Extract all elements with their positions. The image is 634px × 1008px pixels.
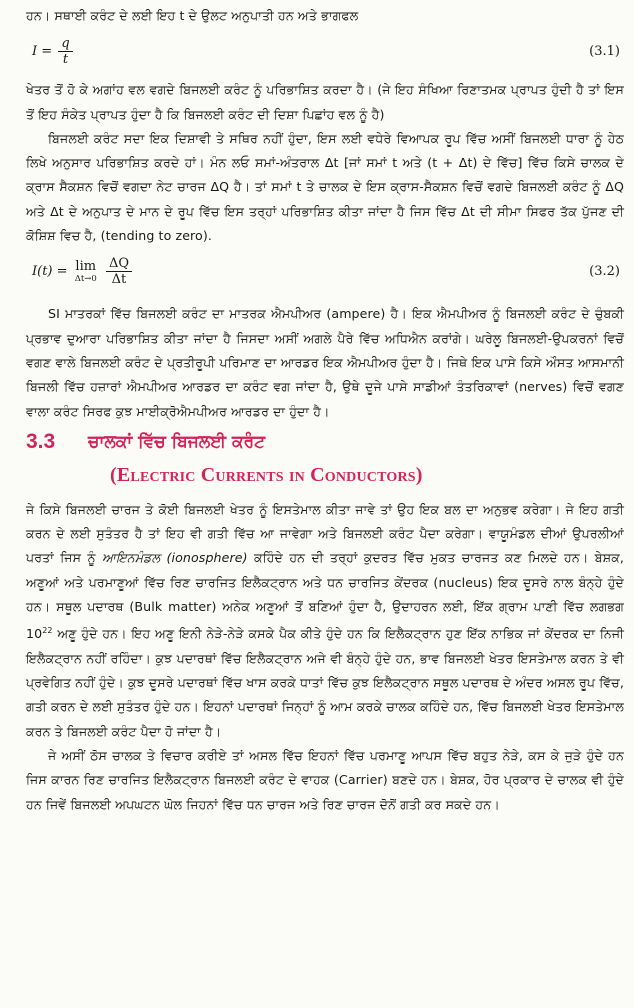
section-subtitle: (Electric Currents in Conductors) (110, 463, 423, 486)
section-title: ਚਾਲਕਾਂ ਵਿੱਚ ਬਿਜਲਈ ਕਰੰਟ (88, 431, 266, 452)
eq1-equals: = (41, 44, 53, 60)
eq1-lhs: I (32, 44, 38, 60)
equation-3-1-number: (3.1) (589, 44, 620, 60)
equation-3-1 (26, 28, 624, 78)
p5-part-a: ਜੇ ਕਿਸੇ ਬਿਜਲਈ ਚਾਰਜ ਤੇ ਕੋਈ ਬਿਜਲਈ ਖੇਤਰ ਨੂੰ ਇਸਤੇਮਾਲ ਕੀਤਾ ਜਾਵੇ ਤਾਂ ਉਹ ਇਕ ਬਲ ਦਾ ਅਨੁਭਵ ਕਰੇਗਾ। ਜੇ ਇਹ ਗਤੀ ਕਰਨ ਦੇ ਲਈ ਸੁਤੰਤਰ ਹੈ ਤਾਂ ਇਹ ਵੀ ਗਤੀ ਵਿੱਚ ਆ ਜਾਵੇਗਾ ਅਤੇ ਬਿਜਲਈ ਕਰੰਟ ਪੈਦਾ ਕਰੇਗਾ। ਵਾਯੂਮੰਡਲ ਦੀਆਂ ਉਪਰਲੀਆਂ ਪਰਤਾਂ ਜਿਸ ਨੂੰ (26, 501, 624, 566)
paragraph-conductors (26, 498, 624, 744)
p5-part-c: ਕਹਿੰਦੇ ਹਨ ਦੀ ਤਰ੍ਹਾਂ ਕੁਦਰਤ ਵਿੱਚ ਮੁਕਤ ਚਾਰਜਤ ਕਣ ਮਿਲਦੇ ਹਨ। ਬੇਸ਼ਕ, ਅਣੂਆਂ ਅਤੇ ਪਰਮਾਣੂਆਂ ਵਿੱਚ ਰਿਣ ਚਾਰਜਿਤ ਇਲੈਕਟ੍ਰਾਨ ਅਤੇ ਧਨ ਚਾਰਜਿਤ ਕੇਂਦਰਕ (nucleus) ਇਕ ਦੂਸਰੇ ਨਾਲ ਬੰਨ੍ਹੇ ਹੁੰਦੇ ਹਨ। ਸਥੂਲ ਪਦਾਰਥ (Bulk matter) ਅਨੇਕ ਅਣੂਆਂ ਤੋਂ ਬਣਿਆਂ ਹੁੰਦਾ ਹੈ, ਉਦਾਹਰਨ ਲਈ, ਇੱਕ ਗ੍ਰਾਮ ਪਾਣੀ ਵਿੱਚ ਲਗਭਗ (26, 550, 624, 615)
eq1-fraction (58, 36, 72, 67)
paragraph-si-unit: SI ਮਾਤਰਕਾਂ ਵਿੱਚ ਬਿਜਲਈ ਕਰੰਟ ਦਾ ਮਾਤਰਕ ਐਮਪੀਅਰ (ampere) ਹੈ। ਇਕ ਐਮਪੀਅਰ ਨੂੰ ਬਿਜਲਈ ਕਰੰਟ ਦੇ ਚੁੰਬਕੀ ਪ੍ਰਭਾਵ ਦੁਆਰਾ ਪਰਿਭਾਸ਼ਿਤ ਕੀਤਾ ਜਾਂਦਾ ਹੈ ਜਿਸਦਾ ਅਸੀਂ ਅਗਲੇ ਪੈਰੇ ਵਿੱਚ ਅਧਿਐਨ ਕਰਾਂਗੇ। ਘਰੇਲੂ ਬਿਜਲਈ-ਉਪਕਰਨਾਂ ਵਿਚੋਂ ਵਗਣ ਵਾਲੇ ਬਿਜਲਈ ਕਰੰਟ ਦੇ ਪ੍ਰਤੀਰੂਪੀ ਪਰਿਮਾਣ ਦਾ ਆਰਡਰ ਇਕ ਐਮਪੀਅਰ ਹੁੰਦਾ ਹੈ। ਜਿਥੇ ਇਕ ਪਾਸੇ ਕਿਸੇ ਔਸਤ ਆਸਮਾਨੀ ਬਿਜਲੀ ਵਿੱਚ ਹਜ਼ਾਰਾਂ ਐਮਪੀਅਰ ਆਰਡਰ ਦਾ ਕਰੰਟ ਵਗ ਜਾਂਦਾ ਹੈ, ਉਥੇ ਦੂਜੇ ਪਾਸੇ ਸਾਡੀਆਂ ਤੰਤਰਿਕਾਵਾਂ (nerves) ਵਿਚੋਂ ਵਗਣ ਵਾਲਾ ਕਰੰਟ ਸਿਰਫ ਕੁਝ ਮਾਈਕ੍ਰੋਐਮਪੀਅਰ ਆਰਡਰ ਦਾ ਹੁੰਦਾ ਹੈ। (26, 306, 624, 419)
paragraph-intro-line: ਹਨ। ਸਥਾਈ ਕਰੰਟ ਦੇ ਲਈ ਇਹ t ਦੇ ਉਲਟ ਅਨੁਪਾਤੀ ਹਨ ਅਤੇ ਭਾਗਫਲ (26, 8, 359, 23)
p5-exponent-base: 10 (26, 626, 43, 642)
paragraph-current-direction: ਖੇਤਰ ਤੋਂ ਹੋ ਕੇ ਅਗਾਂਹ ਵਲ ਵਗਦੇ ਬਿਜਲਈ ਕਰੰਟ ਨੂੰ ਪਰਿਭਾਸ਼ਿਤ ਕਰਦਾ ਹੈ। (ਜੇ ਇਹ ਸੰਖਿਆ ਰਿਣਾਤਮਕ ਪ੍ਰਾਪਤ ਹੁੰਦੀ ਹੈ ਤਾਂ ਇਸ ਤੋਂ ਇਹ ਸੰਕੇਤ ਪ੍ਰਾਪਤ ਹੁੰਦਾ ਹੈ ਕਿ ਬਿਜਲਈ ਕਰੰਟ ਦੀ ਦਿਸ਼ਾ ਪਿਛਾਂਹ ਵਲ ਨੂੰ ਹੈ) (26, 82, 624, 122)
eq2-limit (75, 259, 97, 284)
eq1-denominator: t (62, 52, 69, 68)
eq2-lim-word: lim (75, 259, 97, 275)
paragraph-current-definition: ਬਿਜਲਈ ਕਰੰਟ ਸਦਾ ਇਕ ਦਿਸ਼ਾਵੀ ਤੇ ਸਥਿਰ ਨਹੀਂ ਹੁੰਦਾ, ਇਸ ਲਈ ਵਧੇਰੇ ਵਿਆਪਕ ਰੂਪ ਵਿੱਚ ਅਸੀਂ ਬਿਜਲਈ ਧਾਰਾ ਨੂੰ ਹੇਠ ਲਿਖੇ ਅਨੁਸਾਰ ਪਰਿਭਾਸ਼ਿਤ ਕਰਦੇ ਹਾਂ। ਮੰਨ ਲਓ ਸਮਾਂ-ਅੰਤਰਾਲ Δt [ਜਾਂ ਸਮਾਂ t ਅਤੇ (t + Δt) ਦੇ ਵਿੱਚ] ਵਿੱਚ ਕਿਸੇ ਚਾਲਕ ਦੇ ਕ੍ਰਾਸ ਸੈਕਸ਼ਨ ਵਿਚੋਂ ਵਗਦਾ ਨੇਟ ਚਾਰਜ ΔQ ਹੈ। ਤਾਂ ਸਮਾਂ t ਤੇ ਚਾਲਕ ਦੇ ਇਸ ਕ੍ਰਾਸ-ਸੈਕਸ਼ਨ ਵਿਚੋਂ ਵਗਦੇ ਬਿਜਲਈ ਕਰੰਟ ਨੂੰ ΔQ ਅਤੇ Δt ਦੇ ਅਨੁਪਾਤ ਦੇ ਮਾਨ ਦੇ ਰੂਪ ਵਿੱਚ ਇਸ ਤਰ੍ਹਾਂ ਪਰਿਭਾਸ਼ਿਤ ਕੀਤਾ ਜਾਂਦਾ ਹੈ ਜਿਸ ਵਿੱਚ Δt ਦੀ ਸੀਮਾ ਸਿਫਰ ਤੱਕ ਪੁੱਜਣ ਦੀ ਕੋਸ਼ਿਸ਼ ਵਿਚ ਹੈ, (tending to zero). (26, 130, 624, 244)
equation-3-1-expression (32, 36, 75, 67)
eq2-fraction (106, 256, 132, 287)
section-heading (26, 426, 624, 498)
eq2-equals: = (56, 264, 68, 280)
eq2-lim-subscript: Δt→0 (74, 274, 97, 285)
equation-3-2 (26, 248, 624, 302)
equation-3-2-number: (3.2) (589, 264, 620, 280)
section-number: 3.3 (26, 429, 56, 453)
p5-part-d: ਅਣੂ ਹੁੰਦੇ ਹਨ। ਇਹ ਅਣੂ ਇਨੀ ਨੇੜੇ-ਨੇੜੇ ਕਸਕੇ ਪੈਕ ਕੀਤੇ ਹੁੰਦੇ ਹਨ ਕਿ ਇਲੈਕਟ੍ਰਾਨ ਹੁਣ ਇੱਕ ਨਾਭਿਕ ਜਾਂ ਕੇਂਦਰਕ ਦਾ ਨਿਜੀ ਇਲੈਕਟ੍ਰਾਨ ਨਹੀਂ ਰਹਿੰਦਾ। ਕੁਝ ਪਦਾਰਥਾਂ ਵਿੱਚ ਇਲੈਕਟ੍ਰਾਨ ਅਜੇ ਵੀ ਬੰਨ੍ਹੇ ਹੁੰਦੇ ਹਨ, ਭਾਵ ਬਿਜਲਈ ਖੇਤਰ ਇਸਤੇਮਾਲ ਕਰਨ ਤੇ ਵੀ ਪ੍ਰਵੇਗਿਤ ਨਹੀਂ ਹੁੰਦੇ। ਕੁਝ ਦੂਸਰੇ ਪਦਾਰਥਾਂ ਵਿੱਚ ਖਾਸ ਕਰਕੇ ਧਾਤਾਂ ਵਿੱਚ ਕੁਝ ਇਲੈਕਟ੍ਰਾਨ ਸਥੂਲ ਪਦਾਰਥ ਦੇ ਅੰਦਰ ਅਸਲ ਰੂਪ ਵਿੱਚ, ਗਤੀ ਕਰਨ ਦੇ ਲਈ ਸੁਤੰਤਰ ਹੁੰਦੇ ਹਨ। ਇਹਨਾਂ ਪਦਾਰਥਾਂ ਜਿਨ੍ਹਾਂ ਨੂੰ ਆਮ ਕਰਕੇ ਚਾਲਕ ਕਹਿੰਦੇ ਹਨ, ਵਿੱਚ ਬਿਜਲਈ ਖੇਤਰ ਇਸਤੇਮਾਲ ਕਰਨ ਤੇ ਬਿਜਲਈ ਕਰੰਟ ਪੈਦਾ ਹੋ ਜਾਂਦਾ ਹੈ। (26, 626, 624, 739)
p5-exponent: 22 (42, 626, 53, 636)
eq1-numerator: q (58, 36, 72, 52)
eq2-denominator: Δt (111, 272, 127, 288)
p5-ionosphere: ਆਇਨਮੰਡਲ (ionosphere) (102, 550, 248, 566)
eq2-lhs: I(t) (32, 264, 53, 280)
paragraph-solid-conductors: ਜੇ ਅਸੀਂ ਠੋਸ ਚਾਲਕ ਤੇ ਵਿਚਾਰ ਕਰੀਏ ਤਾਂ ਅਸਲ ਵਿੱਚ ਇਹਨਾਂ ਵਿੱਚ ਪਰਮਾਣੂ ਆਪਸ ਵਿੱਚ ਬਹੁਤ ਨੇੜੇ, ਕਸ ਕੇ ਜੁੜੇ ਹੁੰਦੇ ਹਨ ਜਿਸ ਕਾਰਨ ਰਿਣ ਚਾਰਜਿਤ ਇਲੈਕਟ੍ਰਾਨ ਬਿਜਲਈ ਕਰੰਟ ਦੇ ਵਾਹਕ (Carrier) ਬਣਦੇ ਹਨ। ਬੇਸ਼ਕ, ਹੋਰ ਪ੍ਰਕਾਰ ਦੇ ਚਾਲਕ ਵੀ ਹੁੰਦੇ ਹਨ ਜਿਵੇਂ ਬਿਜਲਈ ਅਪਘਟਨ ਘੋਲ ਜਿਹਨਾਂ ਵਿੱਚ ਧਨ ਚਾਰਜ ਅਤੇ ਰਿਣ ਚਾਰਜ ਦੋਨੋਂ ਗਤੀ ਕਰ ਸਕਦੇ ਹਨ। (26, 748, 624, 812)
eq2-numerator: ΔQ (106, 256, 132, 272)
equation-3-2-expression (32, 256, 134, 287)
